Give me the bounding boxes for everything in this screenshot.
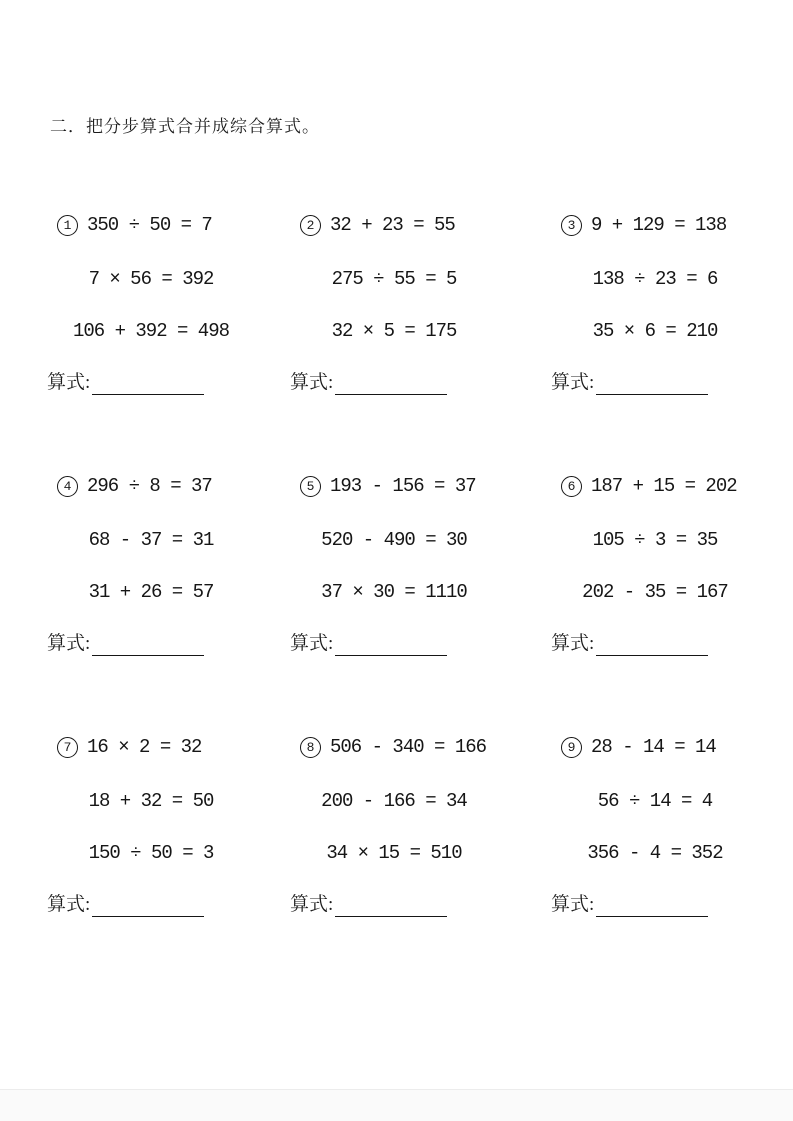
problem-7 bbox=[47, 727, 290, 988]
equation: 356 - 4 = 352 bbox=[587, 842, 723, 864]
problem-9-line-2 bbox=[551, 789, 759, 813]
problem-5-line-2 bbox=[290, 528, 498, 552]
equation: 56 ÷ 14 = 4 bbox=[597, 790, 713, 812]
problem-8-line-2 bbox=[290, 789, 498, 813]
problem-5-line-1 bbox=[290, 474, 551, 498]
problem-1-line-1 bbox=[47, 213, 290, 237]
answer-line bbox=[551, 369, 759, 395]
problem-7-line-1 bbox=[47, 735, 290, 759]
problem-9-line-3 bbox=[551, 841, 759, 865]
problem-2-line-1 bbox=[290, 213, 551, 237]
problem-4-line-2 bbox=[47, 528, 255, 552]
problem-1-line-3 bbox=[47, 319, 255, 343]
problem-4-line-1 bbox=[47, 474, 290, 498]
answer-line bbox=[290, 369, 551, 395]
equation: 35 × 6 = 210 bbox=[592, 320, 718, 342]
equation: 31 + 26 = 57 bbox=[88, 581, 214, 603]
problem-6-line-2 bbox=[551, 528, 759, 552]
answer-line bbox=[290, 630, 551, 656]
page-below-margin bbox=[0, 1090, 793, 1121]
equation: 506 - 340 = 166 bbox=[330, 736, 487, 758]
answer-blank bbox=[335, 896, 447, 917]
answer-blank bbox=[596, 635, 708, 656]
problem-2-line-2 bbox=[290, 267, 498, 291]
answer-blank bbox=[92, 635, 204, 656]
answer-line bbox=[47, 891, 290, 917]
problem-6-line-1 bbox=[551, 474, 759, 498]
problem-number-badge: 2 bbox=[300, 215, 321, 236]
answer-blank bbox=[335, 635, 447, 656]
problem-number-badge: 3 bbox=[561, 215, 582, 236]
problem-6-line-3 bbox=[551, 580, 759, 604]
expression-label: 算式: bbox=[47, 894, 91, 915]
equation: 350 ÷ 50 = 7 bbox=[87, 214, 212, 236]
equation: 32 × 5 = 175 bbox=[331, 320, 457, 342]
answer-blank bbox=[92, 374, 204, 395]
problem-number-badge: 1 bbox=[57, 215, 78, 236]
problem-7-line-2 bbox=[47, 789, 255, 813]
problem-6 bbox=[551, 466, 759, 727]
equation: 150 ÷ 50 = 3 bbox=[88, 842, 214, 864]
problem-2 bbox=[290, 205, 551, 466]
answer-line bbox=[551, 891, 759, 917]
equation: 105 ÷ 3 = 35 bbox=[592, 529, 718, 551]
answer-line bbox=[551, 630, 759, 656]
problem-number-badge: 5 bbox=[300, 476, 321, 497]
expression-label: 算式: bbox=[290, 633, 334, 654]
equation: 18 + 32 = 50 bbox=[88, 790, 214, 812]
expression-label: 算式: bbox=[290, 372, 334, 393]
expression-label: 算式: bbox=[551, 372, 595, 393]
equation: 187 + 15 = 202 bbox=[591, 475, 737, 497]
problem-2-line-3 bbox=[290, 319, 498, 343]
equation: 193 - 156 = 37 bbox=[330, 475, 476, 497]
answer-blank bbox=[596, 374, 708, 395]
problems-grid bbox=[47, 205, 759, 988]
problem-number-badge: 7 bbox=[57, 737, 78, 758]
problem-8 bbox=[290, 727, 551, 988]
problem-4 bbox=[47, 466, 290, 727]
problem-9-line-1 bbox=[551, 735, 759, 759]
problem-number-badge: 4 bbox=[57, 476, 78, 497]
problem-9 bbox=[551, 727, 759, 988]
answer-line bbox=[290, 891, 551, 917]
problem-number-badge: 8 bbox=[300, 737, 321, 758]
equation: 520 - 490 = 30 bbox=[321, 529, 467, 551]
problem-5 bbox=[290, 466, 551, 727]
problem-4-line-3 bbox=[47, 580, 255, 604]
equation: 16 × 2 = 32 bbox=[87, 736, 202, 758]
expression-label: 算式: bbox=[290, 894, 334, 915]
equation: 28 - 14 = 14 bbox=[591, 736, 716, 758]
problem-number-badge: 6 bbox=[561, 476, 582, 497]
problem-3-line-3 bbox=[551, 319, 759, 343]
problem-3-line-1 bbox=[551, 213, 759, 237]
equation: 68 - 37 = 31 bbox=[88, 529, 214, 551]
expression-label: 算式: bbox=[551, 894, 595, 915]
problem-1-line-2 bbox=[47, 267, 255, 291]
expression-label: 算式: bbox=[47, 633, 91, 654]
expression-label: 算式: bbox=[47, 372, 91, 393]
problem-3 bbox=[551, 205, 759, 466]
problem-1 bbox=[47, 205, 290, 466]
section-title: 二．把分步算式合并成综合算式。 bbox=[50, 117, 320, 136]
equation: 34 × 15 = 510 bbox=[326, 842, 462, 864]
problem-5-line-3 bbox=[290, 580, 498, 604]
equation: 275 ÷ 55 = 5 bbox=[331, 268, 457, 290]
problem-8-line-1 bbox=[290, 735, 551, 759]
answer-line bbox=[47, 630, 290, 656]
equation: 202 - 35 = 167 bbox=[582, 581, 728, 603]
expression-label: 算式: bbox=[551, 633, 595, 654]
problem-number-badge: 9 bbox=[561, 737, 582, 758]
equation: 106 + 392 = 498 bbox=[72, 320, 230, 342]
problem-8-line-3 bbox=[290, 841, 498, 865]
answer-line bbox=[47, 369, 290, 395]
equation: 138 ÷ 23 = 6 bbox=[592, 268, 718, 290]
equation: 9 + 129 = 138 bbox=[591, 214, 727, 236]
equation: 200 - 166 = 34 bbox=[321, 790, 467, 812]
equation: 296 ÷ 8 = 37 bbox=[87, 475, 212, 497]
answer-blank bbox=[92, 896, 204, 917]
equation: 7 × 56 = 392 bbox=[88, 268, 214, 290]
equation: 32 + 23 = 55 bbox=[330, 214, 455, 236]
problem-7-line-3 bbox=[47, 841, 255, 865]
answer-blank bbox=[596, 896, 708, 917]
equation: 37 × 30 = 1110 bbox=[321, 581, 467, 603]
problem-3-line-2 bbox=[551, 267, 759, 291]
answer-blank bbox=[335, 374, 447, 395]
